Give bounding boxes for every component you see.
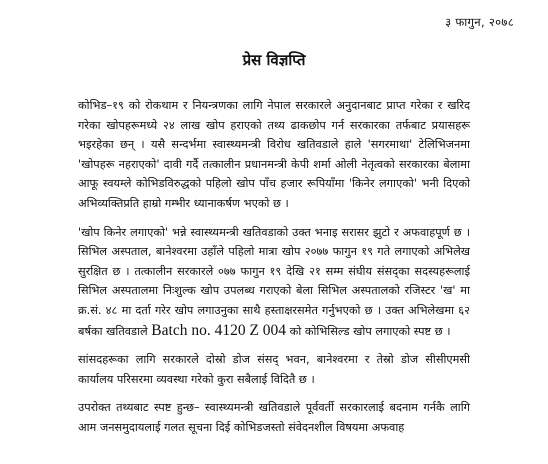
paragraph-4: उपरोक्त तथ्यबाट स्पष्ट हुन्छ– स्वास्थ्यमन्त्री खतिवडाले पूर्ववर्ती सरकारलाई बदनाम गर्नकै लागि आम जनसमुदायलाई गलत सूचना दिई कोभिडजस्तो संवेदनशील विषयमा अफवाह <box>78 401 470 434</box>
paragraph-2 <box>78 223 470 342</box>
paragraph-2-text-end: को कोभिसिल्ड खोप लगाएको स्पष्ट छ । <box>289 324 451 338</box>
paragraph-1: कोभिड–१९ को रोकथाम र नियन्त्रणका लागि नेपाल सरकारले अनुदानबाट प्राप्त गरेका र खरिद गरेका खोपहरूमध्ये २४ लाख खोप हराएको तथ्य ढाकछोप गर्न सरकारका तर्फबाट प्रयासहरू भइरहेका छन् । यसै सन्दर्भमा स्वास्थ्यमन्त्री विरोध खतिवडाले हाले 'सगरमाथा' टेलिभिजनमा 'खोपहरू नहराएको' दावी गर्दै तत्कालीन प्रधानमन्त्री केपी शर्मा ओली नेतृत्वको सरकारका बेलामा आफू स्वयम्ले कोभिडविरुद्धको पहिलो खोप पाँच हजार रूपियाँमा 'किनेर लगाएको' भनी दिएको अभिव्यक्तिप्रति हाम्रो गम्भीर ध्यानाकर्षण भएको छ । <box>78 99 470 210</box>
document-date: ३ फागुन, २०७८ <box>445 15 514 29</box>
document-body <box>78 96 470 447</box>
batch-number: Batch no. 4120 Z 004 <box>151 321 287 339</box>
paragraph-2-text: 'खोप किनेर लगाएको' भन्ने स्वास्थ्यमन्त्री खतिवडाको उक्त भनाइ सरासर झुटो र अफवाहपूर्ण छ । सिभिल अस्पताल, बानेश्वरमा उहाँले पहिलो मात्रा खोप २०७७ फागुन १९ गते लगाएको अभिलेख सुरक्षित छ । तत्कालीन सरकारले ०७७ फागुन १९ देखि २१ सम्म संघीय संसद्का सदस्यहरूलाई सिभिल अस्पतालमा निःशुल्क खोप उपलब्ध गराएको बेला सिभिल अस्पतालको रजिस्टर 'ख' मा क्र.सं. ४८ मा दर्ता गरेर खोप लगाउनुका साथै हस्ताक्षरसमेत गर्नुभएको छ । उक्त अभिलेखमा ६२ बर्षका खतिवडाले <box>78 225 470 338</box>
paragraph-3: सांसदहरूका लागि सरकारले दोस्रो डोज संसद् भवन, बानेश्वरमा र तेस्रो डोज सीसीएमसी कार्यालय परिसरमा व्यवस्था गरेको कुरा सबैलाई विदितै छ । <box>78 353 470 386</box>
document-title: प्रेस विज्ञप्ति <box>242 51 306 69</box>
